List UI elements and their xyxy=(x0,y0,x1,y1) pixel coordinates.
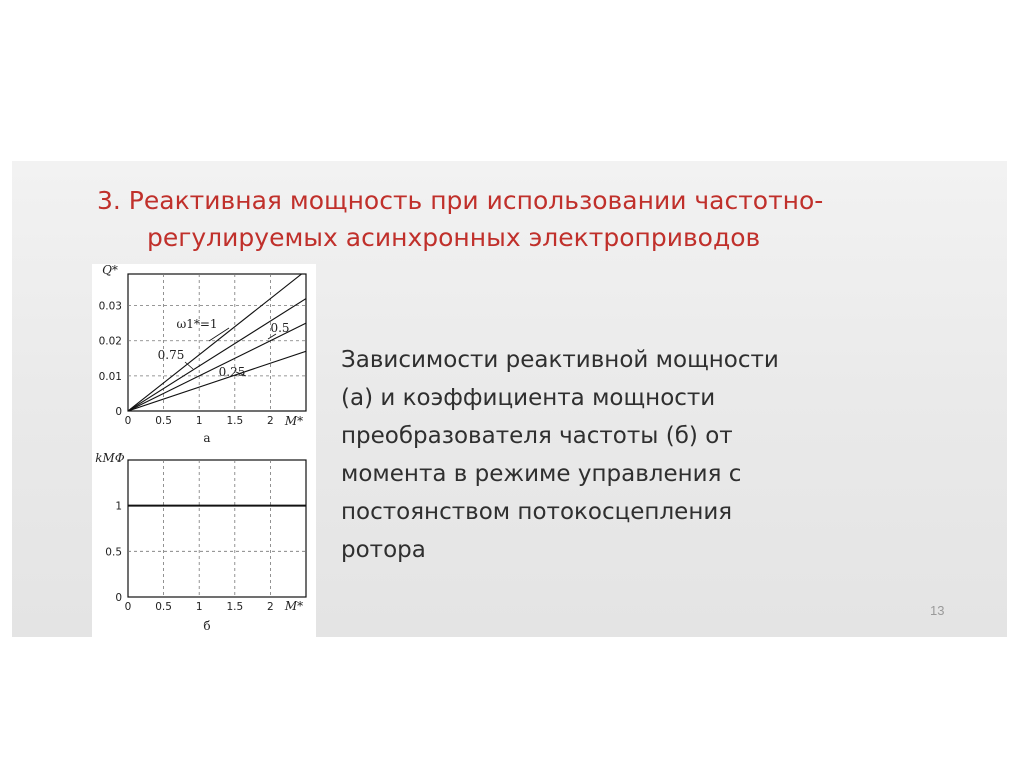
series-line-1 xyxy=(128,299,306,411)
x-tick-label: 1 xyxy=(195,415,203,427)
page-number: 13 xyxy=(930,603,945,618)
panel-label: б xyxy=(203,619,211,633)
y-tick-label: 0.01 xyxy=(98,370,122,383)
series-label: 0.5 xyxy=(270,321,290,335)
caption-line: момента в режиме управления с xyxy=(341,461,742,487)
x-tick-label: 0.5 xyxy=(155,415,172,427)
x-tick-label: 1.5 xyxy=(226,601,244,613)
chart-figure xyxy=(92,264,316,637)
title-line-1: 3. Реактивная мощность при использовании частотно- xyxy=(97,186,824,215)
panel-label: а xyxy=(203,431,211,445)
chart-svg xyxy=(92,264,316,637)
x-axis-label: M* xyxy=(284,414,304,428)
series-line-3 xyxy=(128,351,306,411)
y-tick-label: 0 xyxy=(115,592,122,604)
caption-line: (а) и коэффициента мощности xyxy=(341,385,716,411)
series-label: 0.25 xyxy=(218,365,246,379)
x-tick-label: 0 xyxy=(124,415,132,427)
caption-line: преобразователя частоты (б) от xyxy=(341,423,733,449)
x-tick-label: 0.5 xyxy=(155,601,172,613)
plot-frame-б xyxy=(128,460,306,597)
series-label: ω1*=1 xyxy=(176,317,218,331)
y-tick-label: 0.02 xyxy=(98,335,122,348)
title-line-2: регулируемых асинхронных электроприводов xyxy=(147,223,761,252)
caption-line: Зависимости реактивной мощности xyxy=(341,347,779,373)
x-tick-label: 2 xyxy=(267,415,274,427)
figure-caption xyxy=(341,341,861,569)
y-tick-label: 0.03 xyxy=(98,300,122,313)
y-tick-label: 0 xyxy=(115,406,122,418)
series-line-2 xyxy=(128,323,306,411)
y-tick-label: 0.5 xyxy=(105,546,122,559)
slide-title xyxy=(82,182,882,256)
y-tick-label: 1 xyxy=(115,500,122,513)
y-axis-label: Q* xyxy=(102,264,118,277)
x-tick-label: 0 xyxy=(124,601,132,613)
caption-line: постоянством потокосцепления xyxy=(341,499,733,525)
slide xyxy=(12,161,1007,637)
x-axis-label: M* xyxy=(284,599,304,613)
y-axis-label: kМФ xyxy=(95,451,125,465)
series-label: 0.75 xyxy=(157,348,185,362)
x-tick-label: 2 xyxy=(267,601,274,613)
x-tick-label: 1.5 xyxy=(226,415,244,427)
x-tick-label: 1 xyxy=(195,601,203,613)
caption-line: ротора xyxy=(341,537,426,563)
